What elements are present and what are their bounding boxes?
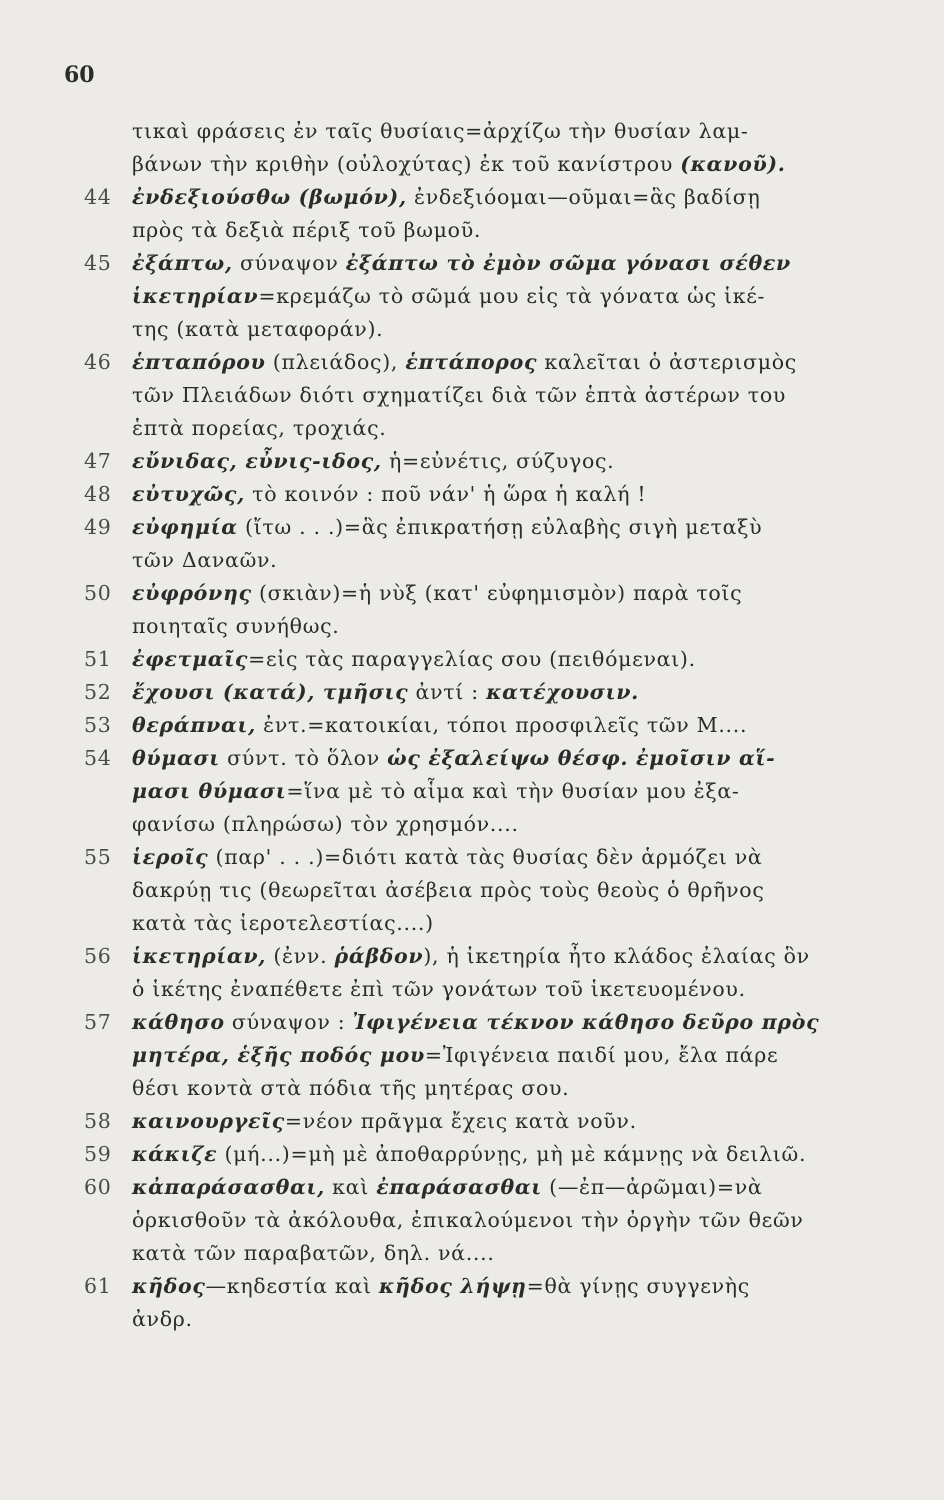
gloss-text: (—ἐπ—ἀρῶμαι)=νὰ: [541, 1175, 763, 1199]
gloss-text: ἀντί :: [408, 680, 487, 704]
note-entry: [84, 709, 854, 742]
text-line: [132, 775, 854, 808]
gloss-text: ἑπτὰ πορείας, τροχιάς.: [132, 416, 387, 440]
text-line: [132, 742, 854, 775]
note-number: 58: [84, 1109, 112, 1133]
text-line: [132, 940, 854, 973]
note-entry: [84, 940, 854, 1006]
text-line: [132, 676, 854, 709]
gloss-text: (σκιὰν)=ἡ νὺξ (κατ' εὐφημισμὸν) παρὰ τοῖς: [251, 581, 743, 605]
gloss-text: της (κατὰ μεταφοράν).: [132, 317, 384, 341]
lemma-text: ἐφετμαῖς: [132, 647, 249, 671]
note-number: 52: [84, 680, 112, 704]
note-number: 46: [84, 350, 112, 374]
text-line: [132, 313, 854, 346]
gloss-text: ἀνδρ.: [132, 1307, 193, 1331]
page-number: 60: [64, 62, 95, 88]
note-number: 57: [84, 1010, 112, 1034]
gloss-text: ὁ ἱκέτης ἐναπέθετε ἐπὶ τῶν γονάτων τοῦ ἱκετευομένου.: [132, 977, 746, 1001]
note-number: 51: [84, 647, 112, 671]
text-line: [132, 1105, 854, 1138]
text-line: [132, 874, 854, 907]
text-line: [132, 247, 854, 280]
text-line: [132, 907, 854, 940]
lemma-text: ἐπαράσασθαι: [376, 1175, 542, 1199]
glossary-notes: [84, 115, 854, 1336]
lemma-text: ἱκετηρίαν,: [132, 944, 267, 968]
gloss-text: κατὰ τὰς ἱεροτελεστίας....): [132, 911, 434, 935]
gloss-text: τῶν Δαναῶν.: [132, 548, 278, 572]
lemma-text: κῆδος λήψῃ: [378, 1274, 527, 1298]
lemma-text: εὐφημία: [132, 515, 238, 539]
text-line: [132, 214, 854, 247]
gloss-text: ), ἡ ἱκετηρία ἦτο κλάδος ἐλαίας ὃν: [423, 944, 810, 968]
note-entry: [84, 841, 854, 940]
lemma-text: Ἰφιγένεια τέκνον κάθησο δεῦρο πρὸς: [352, 1010, 820, 1034]
lemma-text: θύμασι: [132, 746, 220, 770]
note-number: 59: [84, 1142, 112, 1166]
text-line: [132, 841, 854, 874]
lemma-text: ἐξάπτω τὸ ἐμὸν σῶμα γόνασι σέθεν: [345, 251, 791, 275]
lemma-text: ἐνδεξιούσθω (βωμόν),: [132, 185, 407, 209]
lemma-text: κάθησο: [132, 1010, 225, 1034]
lemma-text: ῥάβδον: [334, 944, 424, 968]
text-line: [132, 1039, 854, 1072]
text-line: [132, 379, 854, 412]
lemma-text: εὐτυχῶς,: [132, 482, 245, 506]
text-line: [132, 181, 854, 214]
text-line: [132, 1303, 854, 1336]
note-number: 60: [84, 1175, 112, 1199]
note-number: 45: [84, 251, 112, 275]
note-entry: [84, 1171, 854, 1270]
text-line: [132, 1138, 854, 1171]
gloss-text: σύντ. τὸ ὅλον: [219, 746, 388, 770]
gloss-text: (μή...)=μὴ μὲ ἀποθαρρύνῃς, μὴ μὲ κάμνῃς νὰ δειλιῶ.: [217, 1142, 807, 1166]
gloss-text: =θὰ γίνῃς συγγενὴς: [526, 1274, 750, 1298]
note-number: 56: [84, 944, 112, 968]
gloss-text: θέσι κοντὰ στὰ πόδια τῆς μητέρας σου.: [132, 1076, 570, 1100]
text-line: [132, 445, 854, 478]
text-line: [132, 511, 854, 544]
gloss-text: =ἵνα μὲ τὸ αἷμα καὶ τὴν θυσίαν μου ἐξα-: [286, 779, 740, 803]
text-line: [132, 1204, 854, 1237]
text-line: [132, 544, 854, 577]
lemma-text: καινουργεῖς: [132, 1109, 285, 1133]
note-number: 49: [84, 515, 112, 539]
text-line: [132, 610, 854, 643]
note-entry: [84, 247, 854, 346]
gloss-text: =εἰς τὰς παραγγελίας σου (πειθόμεναι).: [248, 647, 696, 671]
lemma-text: κῆδος: [132, 1274, 206, 1298]
lemma-text: μητέρα, ἑξῆς ποδός μου: [132, 1043, 425, 1067]
text-line: [132, 1072, 854, 1105]
note-number: 44: [84, 185, 112, 209]
lemma-text: κατέχουσιν.: [486, 680, 639, 704]
note-entry: [84, 643, 854, 676]
text-line: [132, 115, 854, 148]
text-line: [132, 280, 854, 313]
text-line: [132, 808, 854, 841]
text-line: [132, 346, 854, 379]
lemma-text: κάκιζε: [132, 1142, 218, 1166]
lemma-text: ἱκετηρίαν: [132, 284, 259, 308]
note-entry: [84, 445, 854, 478]
continuation-entry: [84, 115, 854, 181]
note-entry: [84, 181, 854, 247]
gloss-text: =κρεμάζω τὸ σῶμά μου εἰς τὰ γόνατα ὡς ἱκέ-: [258, 284, 766, 308]
text-line: [132, 577, 854, 610]
text-line: [132, 148, 854, 181]
note-entry: [84, 511, 854, 577]
text-line: [132, 1237, 854, 1270]
gloss-text: (πλειάδος),: [265, 350, 406, 374]
note-entry: [84, 1270, 854, 1336]
gloss-text: ἡ=εὐνέτις, σύζυγος.: [381, 449, 615, 473]
lemma-text: κἀπαράσασθαι,: [132, 1175, 325, 1199]
gloss-text: καλεῖται ὁ ἀστερισμὸς: [537, 350, 797, 374]
note-entry: [84, 1105, 854, 1138]
gloss-text: κατὰ τῶν παραβατῶν, δηλ. νά....: [132, 1241, 495, 1265]
note-entry: [84, 1006, 854, 1105]
gloss-text: ποιηταῖς συνήθως.: [132, 614, 340, 638]
note-entry: [84, 1138, 854, 1171]
gloss-text: (παρ' . . .)=διότι κατὰ τὰς θυσίας δὲν ἁρμόζει νὰ: [208, 845, 763, 869]
gloss-text: (ἐνν.: [266, 944, 335, 968]
note-number: 54: [84, 746, 112, 770]
note-entry: [84, 676, 854, 709]
gloss-text: =Ἰφιγένεια παιδί μου, ἔλα πάρε: [424, 1043, 779, 1067]
text-line: [132, 709, 854, 742]
note-number: 47: [84, 449, 112, 473]
note-entry: [84, 478, 854, 511]
gloss-text: ἐντ.=κατοικίαι, τόποι προσφιλεῖς τῶν Μ....: [255, 713, 748, 737]
gloss-text: καὶ: [324, 1175, 377, 1199]
lemma-text: ἐξάπτω,: [132, 251, 233, 275]
lemma-text: θεράπναι,: [132, 713, 256, 737]
text-line: [132, 478, 854, 511]
note-entry: [84, 742, 854, 841]
lemma-text: μασι θύμασι: [132, 779, 287, 803]
note-entry: [84, 577, 854, 643]
gloss-text: σύναψον: [232, 251, 346, 275]
gloss-text: =νέον πρᾶγμα ἔχεις κατὰ νοῦν.: [284, 1109, 637, 1133]
text-line: [132, 643, 854, 676]
gloss-text: φανίσω (πληρώσω) τὸν χρησμόν....: [132, 812, 519, 836]
text-line: [132, 1171, 854, 1204]
lemma-text: ἑπτάπορος: [405, 350, 538, 374]
note-number: 50: [84, 581, 112, 605]
note-number: 53: [84, 713, 112, 737]
gloss-text: πρὸς τὰ δεξιὰ πέριξ τοῦ βωμοῦ.: [132, 218, 482, 242]
gloss-text: —κηδεστία καὶ: [205, 1274, 379, 1298]
gloss-text: τῶν Πλειάδων διότι σχηματίζει διὰ τῶν ἑπτὰ ἀστέρων του: [132, 383, 787, 407]
lemma-text: (κανοῦ).: [680, 152, 786, 176]
gloss-text: τὸ κοινόν : ποῦ νάν' ἡ ὥρα ἡ καλή !: [244, 482, 647, 506]
lemma-text: εὔνιδας, εὖνις-ιδος,: [132, 449, 382, 473]
lemma-text: ὡς ἐξαλείψω θέσφ. ἐμοῖσιν αἵ-: [387, 746, 776, 770]
gloss-text: βάνων τὴν κριθὴν (οὐλοχύτας) ἐκ τοῦ κανίστρου: [132, 152, 681, 176]
gloss-text: ἐνδεξιόομαι—οῦμαι=ἃς βαδίσῃ: [406, 185, 761, 209]
gloss-text: σύναψον :: [224, 1010, 353, 1034]
note-entry: [84, 346, 854, 445]
lemma-text: ἔχουσι (κατά), τμῆσις: [132, 680, 409, 704]
gloss-text: δακρύῃ τις (θεωρεῖται ἀσέβεια πρὸς τοὺς θεοὺς ὁ θρῆνος: [132, 878, 765, 902]
note-number: 48: [84, 482, 112, 506]
gloss-text: τικαὶ φράσεις ἐν ταῖς θυσίαις=ἀρχίζω τὴν θυσίαν λαμ-: [132, 119, 749, 143]
lemma-text: ἑπταπόρου: [132, 350, 266, 374]
lemma-text: ἱεροῖς: [132, 845, 209, 869]
note-number: 55: [84, 845, 112, 869]
gloss-text: (ἴτω . . .)=ἃς ἐπικρατήσῃ εὐλαβὴς σιγὴ μεταξὺ: [237, 515, 763, 539]
gloss-text: ὁρκισθοῦν τὰ ἀκόλουθα, ἐπικαλούμενοι τὴν ὀργὴν τῶν θεῶν: [132, 1208, 804, 1232]
note-number: 61: [84, 1274, 112, 1298]
text-line: [132, 973, 854, 1006]
text-line: [132, 1270, 854, 1303]
text-line: [132, 412, 854, 445]
text-line: [132, 1006, 854, 1039]
lemma-text: εὐφρόνης: [132, 581, 252, 605]
